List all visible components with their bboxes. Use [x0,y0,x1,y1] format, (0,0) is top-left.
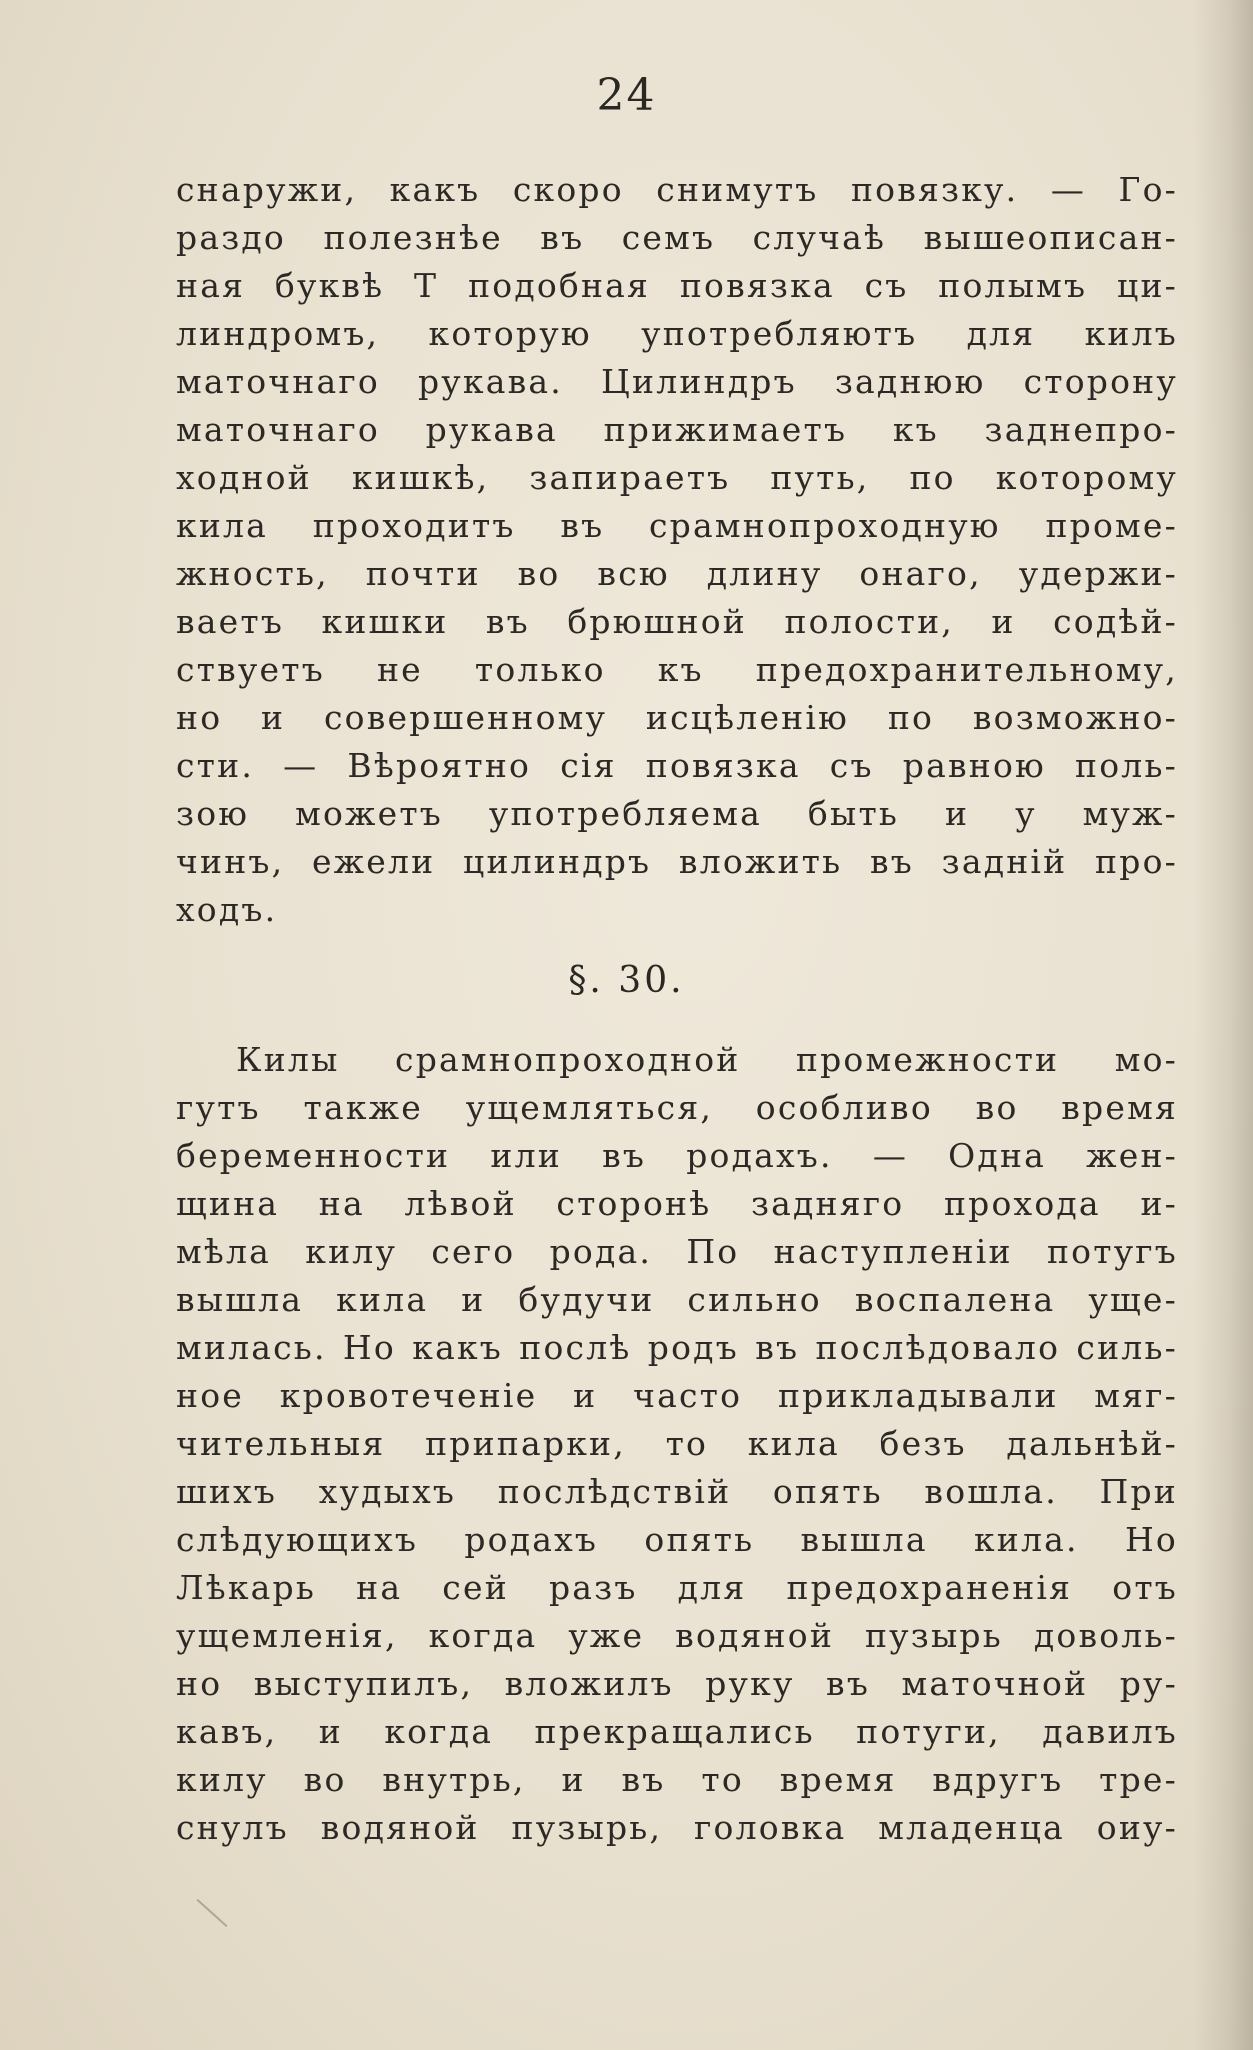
text-line: ходъ. [176,890,278,929]
text-line: Килы срамнопроходной промежности мо- [236,1040,1178,1079]
text-line: шихъ худыхъ послѣдствiй опять вошла. При [176,1472,1178,1511]
text-line: снулъ водяной пузырь, головка младенца оиу- [176,1808,1178,1847]
text-line: ходной кишкѣ, запираетъ путь, по которому [176,458,1178,497]
text-line: Лѣкарь на сей разъ для предохраненiя отъ [176,1568,1178,1607]
text-line: милась. Но какъ послѣ родъ въ послѣдовало силь- [176,1328,1178,1367]
text-line: мѣла килу сего рода. По наступленiи потугъ [176,1232,1178,1271]
paragraph-1 [176,166,1178,934]
text-line: щина на лѣвой сторонѣ задняго прохода и- [176,1184,1178,1223]
text-line: жность, почти во всю длину онаго, удержи- [176,554,1178,593]
text-line: раздо полезнѣе въ семъ случаѣ вышеописан- [176,218,1178,257]
text-line: линдромъ, которую употребляютъ для килъ [176,314,1178,353]
text-line: ваетъ кишки въ брюшной полости, и содѣй- [176,602,1178,641]
text-line: ная буквѣ Т подобная повязка съ полымъ ци- [176,266,1178,305]
text-line: ствуетъ не только къ предохранительному, [176,650,1178,689]
text-line: чительныя припарки, то кила безъ дальнѣй- [176,1424,1178,1463]
paper-speck [196,1899,227,1927]
text-line: но и совершенному исцѣленію по возможно- [176,698,1178,737]
text-line: вышла кила и будучи сильно воспалена уще- [176,1280,1178,1319]
text-line: ное кровотеченiе и часто прикладывали мяг- [176,1376,1178,1415]
text-line: килу во внутрь, и въ то время вдругъ тре- [176,1760,1178,1799]
text-line: слѣдующихъ родахъ опять вышла кила. Но [176,1520,1178,1559]
text-line: маточнаго рукава. Цилиндръ заднюю сторону [176,362,1178,401]
page-number: 24 [596,70,657,121]
text-line: кила проходитъ въ срамнопроходную проме- [176,506,1178,545]
gutter-shadow [1193,0,1253,2050]
text-line: чинъ, ежели цилиндръ вложить въ заднiй про- [176,842,1178,881]
section-heading: §. 30. [568,960,685,1001]
text-line: кавъ, и когда прекращались потуги, давилъ [176,1712,1178,1751]
text-line: ущемленiя, когда уже водяной пузырь доволь- [176,1616,1178,1655]
text-line: беременности или въ родахъ. — Одна жен- [176,1136,1178,1175]
text-line: но выступилъ, вложилъ руку въ маточной ру- [176,1664,1178,1703]
text-line: гутъ также ущемляться, особливо во время [176,1088,1178,1127]
text-line: маточнаго рукава прижимаетъ къ заднепро- [176,410,1178,449]
text-line: сти. — Вѣроятно сія повязка съ равною поль- [176,746,1178,785]
text-line: зою можетъ употребляема быть и у муж- [176,794,1178,833]
text-line: снаружи, какъ скоро снимутъ повязку. — Го- [176,170,1178,209]
paragraph-2 [176,1036,1178,1852]
